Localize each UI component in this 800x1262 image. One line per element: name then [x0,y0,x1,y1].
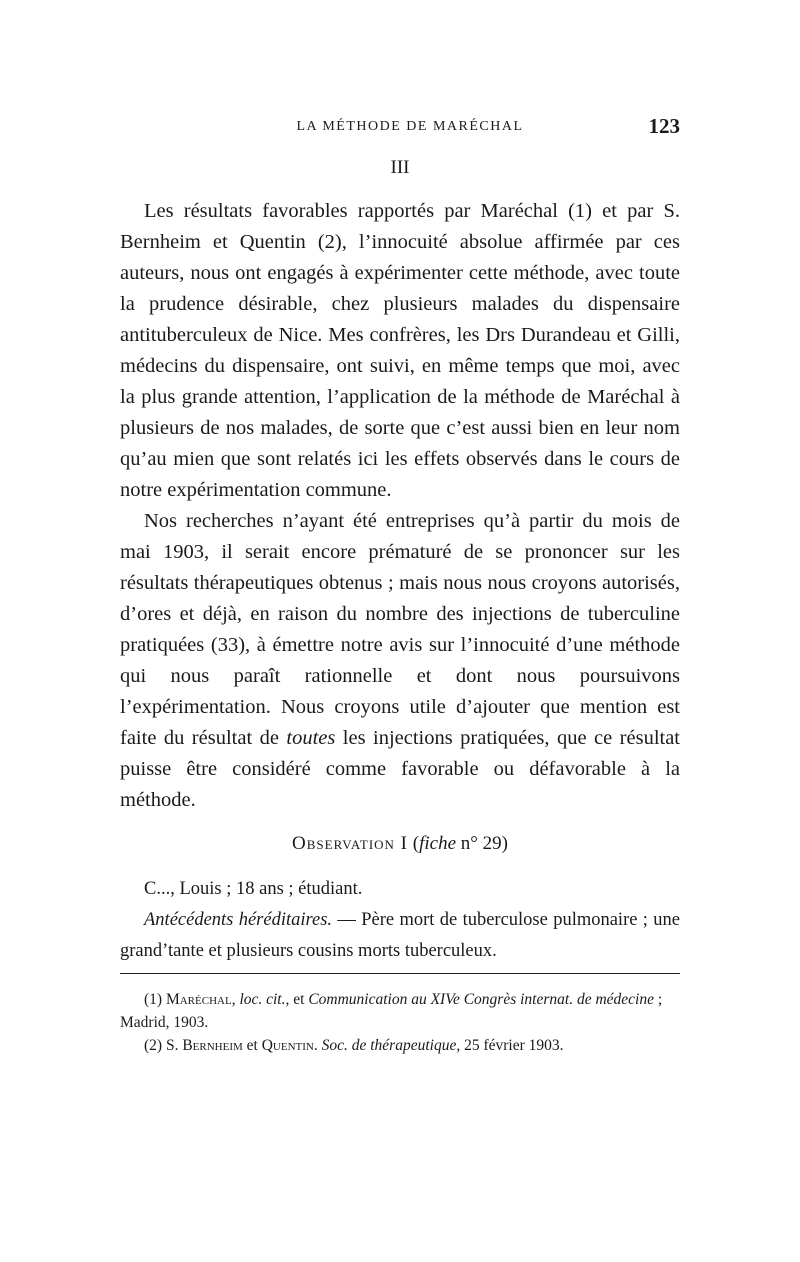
footnote-1-sep1: , [231,991,240,1008]
footnote-1-title: Communication au XIVe Congrès internat. de médecine [308,991,654,1008]
footnote-1-marker: (1) [144,991,166,1008]
footnote-1-sep2: , et [285,991,309,1008]
page-number: 123 [648,114,680,138]
observation-fiche-number: n° 29) [460,833,508,854]
footnote-2-title: Soc. de thérapeutique [321,1037,457,1054]
paragraph-2-start: Nos recherches n’ayant été entreprises qu’à partir du mois de mai 1903, il serait encore prématuré de se prononcer sur les résultats thérapeutiques obtenus ; mais nous nous croyons autorisés, d’ores et déjà, en raison du nombre des injections de tuberculine pratiquées (33), à émettre notre avis sur l’innocuité d’une méthode qui nous paraît rationnelle et dont nous poursuivons l’expérimentation. Nous croyons utile d’ajouter que mention est faite du résultat de [120,510,680,749]
main-text [120,196,680,816]
footnotes [120,988,680,1057]
paragraph-1: Les résultats favorables rapportés par Maréchal (1) et par S. Bernheim et Quentin (2), l’innocuité absolue affirmée par ces auteurs, nous ont engagés à expérimenter cette méthode, avec toute la prudence désirable, chez plusieurs malades du dispensaire antituberculeux de Nice. Mes confrères, les Drs Durandeau et Gilli, médecins du dispensaire, ont suivi, en même temps que moi, avec la plus grande attention, l’application de la méthode de Maréchal à plusieurs de nos malades, de sorte que c’est aussi bien en leur nom qu’au mien que sont relatés ici les effets observés dans le cours de notre expérimentation commune. [120,200,680,501]
antecedents-text: — Père mort de tuberculose pulmonaire ; une grand’tante et plusieurs cousins morts tuberculeux. [120,910,680,961]
footnote-1-rest: ; Madrid, 1903. [120,991,663,1031]
footnote-2-sep: . [313,1037,322,1054]
footnote-2-author2: Quentin [261,1037,314,1054]
running-head [140,116,680,140]
paragraph-2-end: les injections pratiquées, que ce résultat puisse être considéré comme favorable ou défavorable à la méthode. [120,727,681,811]
observation-paren-open: ( [412,833,420,854]
antecedents-paragraph [120,905,680,967]
footnote-1 [120,988,680,1034]
observation-title [0,833,800,855]
footnote-2 [120,1034,680,1057]
paragraph-2 [120,506,680,816]
antecedents-label: Antécédents héréditaires. [144,910,333,930]
observation-label: Observation I [292,833,409,854]
observation-body [120,874,680,967]
footnote-1-author: Maréchal [165,991,232,1008]
running-title: LA MÉTHODE DE MARÉCHAL [296,119,524,134]
footnote-rule [120,973,680,974]
footnote-2-author1: S. Bernheim [165,1037,243,1054]
footnote-2-marker: (2) [144,1037,166,1054]
footnote-2-and: et [242,1037,262,1054]
paragraph-2-emphasis: toutes [286,727,336,749]
section-number: III [390,157,410,178]
footnote-1-loc: loc. cit. [239,991,286,1008]
footnote-2-rest: , 25 février 1903. [456,1037,564,1054]
observation-fiche: fiche [419,833,457,854]
patient-line: C..., Louis ; 18 ans ; étudiant. [144,879,363,899]
